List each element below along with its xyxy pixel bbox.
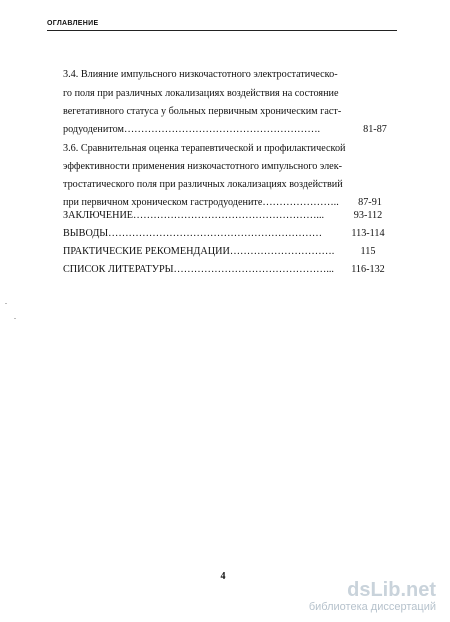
toc-conclusion-pages: 93-112 <box>353 210 383 221</box>
toc-36-line-3: тростатического поля при различных локализациях воздействий <box>63 179 343 190</box>
toc-recommendations-pages: 115 <box>360 246 376 257</box>
toc-36-line-4: при первичном хроническом гастродуодените………………….. <box>63 197 339 208</box>
page-header-title: ОГЛАВЛЕНИЕ <box>47 20 99 27</box>
toc-findings: ВЫВОДЫ……………………………………………………… <box>63 228 323 239</box>
toc-34-pages: 81-87 <box>363 124 387 135</box>
toc-34-line-3: вегетативного статуса у больных первичным хроническим гаст- <box>63 106 342 117</box>
watermark <box>309 579 436 614</box>
toc-bibliography-pages: 116-132 <box>351 264 385 275</box>
toc-conclusion: ЗАКЛЮЧЕНИЕ………………………………………………... <box>63 210 325 221</box>
toc-bibliography: СПИСОК ЛИТЕРАТУРЫ………………………………………... <box>63 264 334 275</box>
toc-34-line-4: родуоденитом…………………………………………………. <box>63 124 321 135</box>
toc-recommendations: ПРАКТИЧЕСКИЕ РЕКОМЕНДАЦИИ…………………………. <box>63 246 335 257</box>
toc-36-line-2: эффективности применения низкочастотного импульсного элек- <box>63 161 343 172</box>
toc-34-line-1: 3.4. Влияние импульсного низкочастотного электростатическо- <box>63 69 338 80</box>
toc-34-line-2: го поля при различных локализациях воздействия на состояние <box>63 88 339 99</box>
toc-36-line-1: 3.6. Сравнительная оценка терапевтической и профилактической <box>63 143 346 154</box>
toc-36-pages: 87-91 <box>358 197 382 208</box>
watermark-tagline: библиотека диссертаций <box>308 601 436 613</box>
page-number: 4 <box>220 571 226 582</box>
scan-speck <box>5 303 7 304</box>
scan-speck <box>14 318 16 319</box>
toc-findings-pages: 113-114 <box>351 228 385 239</box>
watermark-logo: dsLib.net <box>347 579 436 601</box>
